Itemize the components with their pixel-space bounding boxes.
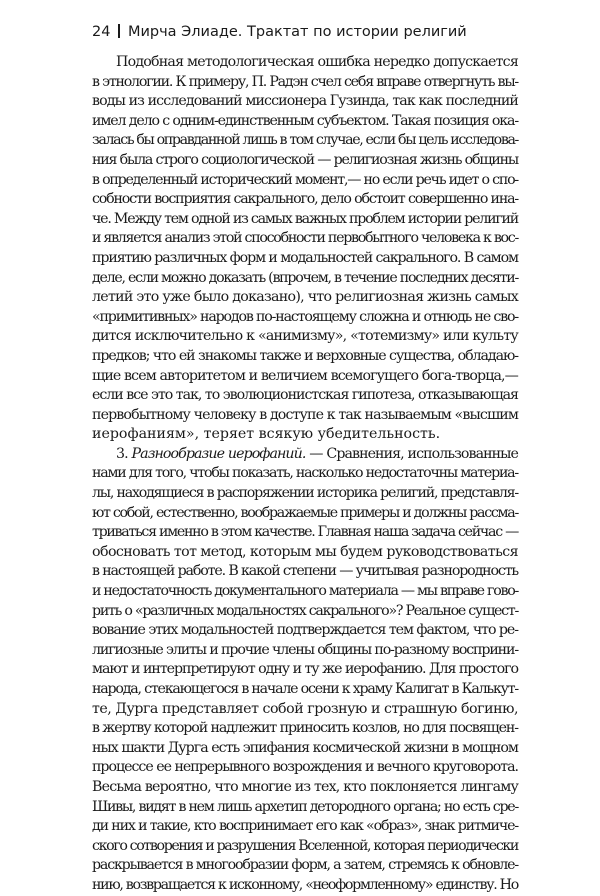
text-line: предков; что ей знакомы также и верховные существа, обладаю- bbox=[92, 347, 518, 364]
text-line: процессе ее непрерывного возрождения и вечного круговорота. bbox=[92, 759, 518, 776]
text-line: ния была строго социологической — религиозная жизнь общины bbox=[92, 151, 518, 168]
text-line: и недостаточность документального материала — мы вправе гово- bbox=[92, 583, 518, 600]
text-line: первобытному человеку в доступе к так называемым «высшим bbox=[92, 406, 518, 423]
text-line: в этнологии. К примеру, П. Радэн счел себя вправе отвергнуть вы- bbox=[92, 73, 518, 90]
page-number: 24 bbox=[92, 24, 111, 40]
text-line: триваться именно в этом качестве. Главная наша задача сейчас — bbox=[92, 524, 518, 541]
text-line: мают и интерпретируют одну и ту же иерофанию. Для простого bbox=[92, 661, 518, 678]
text-line: обосновать тот метод, которым мы будем руководствоваться bbox=[92, 543, 518, 560]
text-line: народа, стекающегося в начале осени к храму Калигат в Калькут- bbox=[92, 681, 518, 697]
text-line: дится исключительно к «анимизму», «тотемизму» или культу bbox=[92, 328, 518, 345]
text-line: раскрывается в многообразии форм, а затем, стремясь к обновле- bbox=[92, 857, 518, 874]
header-separator bbox=[118, 24, 120, 38]
text-line: иерофаниям», теряет всякую убедительность. bbox=[92, 426, 441, 443]
text-line: ди них и такие, кто воспринимает его как «образ», знак ритмиче- bbox=[92, 818, 518, 835]
text-line: приятию различных форм и модальностей сакрального. В самом bbox=[92, 249, 518, 266]
text-line: и является анализ этой способности первобытного человека к вос- bbox=[92, 230, 518, 247]
text-line: «примитивных» народов по-настоящему сложна и отнюдь не сво- bbox=[92, 308, 518, 325]
text-line: Весьма вероятно, что многие из тех, кто поклоняется лингаму bbox=[92, 778, 518, 795]
text-line: нию, возвращается к исконному, «неоформленному» единству. Но bbox=[92, 876, 518, 893]
text-line: в определенный исторический момент,— но если речь идет о спо- bbox=[92, 171, 518, 188]
text-line: ных шакти Дурга есть эпифания космической жизни в мощном bbox=[92, 739, 518, 756]
text-line: те, Дурга представляет собой грозную и страшную богиню, bbox=[92, 700, 518, 717]
text-line: воды из исследований миссионера Гузинда, так как последний bbox=[92, 93, 518, 110]
text-line: имел дело с одним-единственным субъектом. Такая позиция ока- bbox=[92, 112, 518, 129]
text-line: собности восприятия сакрального, дело обстоит совершенно ина- bbox=[92, 191, 518, 208]
book-title: Мирча Элиаде. Трактат по истории религий bbox=[127, 24, 467, 40]
body-text bbox=[92, 53, 518, 896]
section-title: Разнообразие иерофаний. bbox=[131, 445, 306, 462]
text-line: нами для того, чтобы показать, насколько недостаточны материа- bbox=[92, 465, 518, 482]
text-line: вование этих модальностей подтверждается тем фактом, что ре- bbox=[92, 622, 518, 639]
text-line: рить о «различных модальностях сакрального»? Реальное сущест- bbox=[92, 602, 518, 619]
text-line: если все это так, то эволюционистская гипотеза, отказывающая bbox=[92, 387, 518, 404]
text-line: щие всем авторитетом и величием всемогущего бога-творца,— bbox=[92, 367, 518, 384]
text-line: ского сотворения и разрушения Вселенной, которая периодически bbox=[92, 837, 518, 854]
text-line: лы, находящиеся в распоряжении историка религий, представля- bbox=[92, 485, 518, 502]
running-head bbox=[92, 24, 467, 40]
text-line: че. Между тем одной из самых важных проблем истории религий bbox=[92, 210, 518, 227]
text-line: лигиозные элиты и прочие члены общины по-разному восприни- bbox=[92, 641, 518, 658]
paragraph-2 bbox=[92, 464, 518, 895]
text-line: в жертву которой надлежит приносить козлов, но для посвящен- bbox=[92, 720, 518, 737]
text-line: Шивы, видят в нем лишь архетип детородного органа; но есть сре- bbox=[92, 798, 518, 815]
text-line: ют собой, естественно, воображаемые примеры и должны рассма- bbox=[92, 504, 518, 521]
text-line: в настоящей работе. В какой степени — учитывая разнородность bbox=[92, 563, 518, 580]
text-line: летий это уже было доказано), что религиозная жизнь самых bbox=[92, 289, 518, 306]
text-line: деле, если можно доказать (впрочем, в течение последних десяти- bbox=[92, 269, 518, 286]
section-number: 3. bbox=[116, 445, 128, 462]
paragraph-1 bbox=[92, 53, 518, 445]
section-first-line-text: — Сравнения, использованные bbox=[309, 445, 518, 462]
text-line: Подобная методологическая ошибка нередко допускается bbox=[116, 54, 518, 70]
text-line: залась бы оправданной лишь в том случае, если бы цель исследова- bbox=[92, 132, 518, 149]
section-heading-line bbox=[92, 445, 518, 465]
